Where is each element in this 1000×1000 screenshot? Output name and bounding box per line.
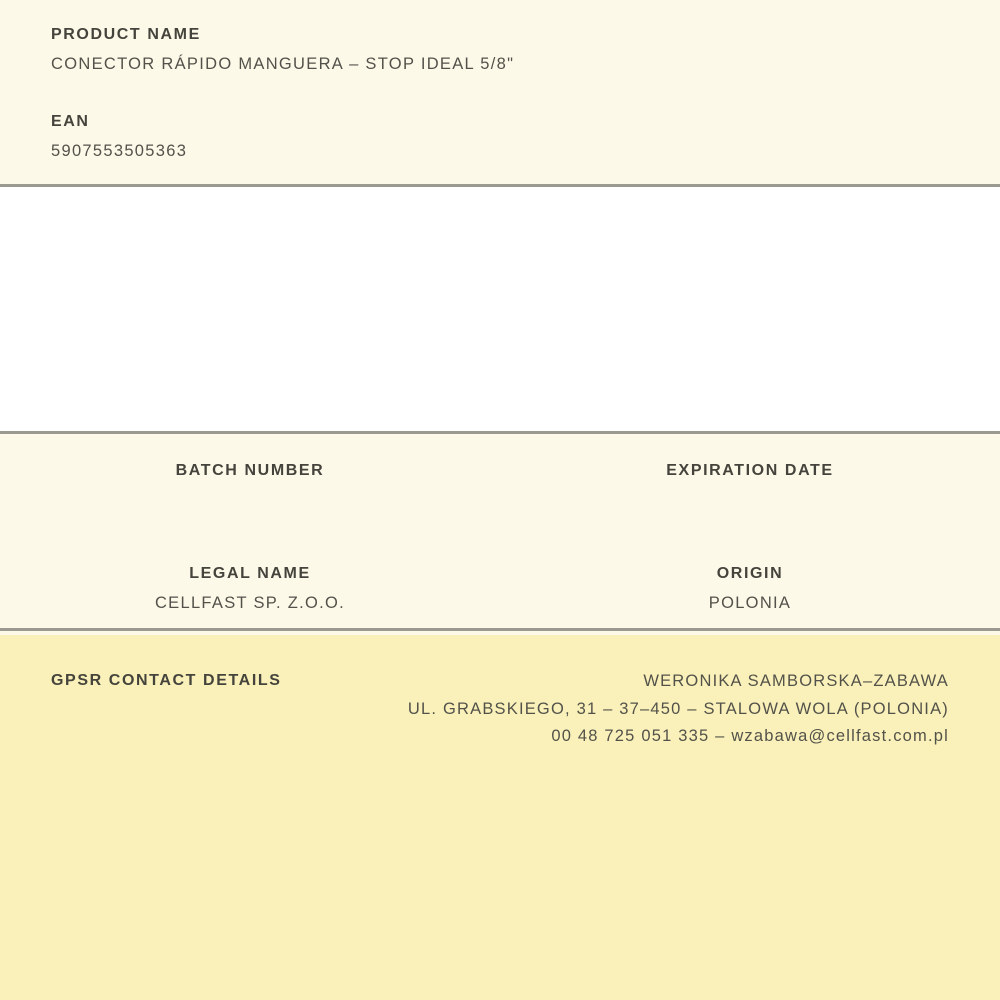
legal-name-value: CELLFAST SP. Z.O.O. bbox=[154, 594, 346, 613]
ean-value: 5907553505363 bbox=[51, 142, 188, 160]
gpsr-contact-section bbox=[0, 635, 1000, 1000]
product-name-value: CONECTOR RÁPIDO MANGUERA – STOP IDEAL 5/8" bbox=[51, 55, 515, 73]
details-section bbox=[0, 434, 1000, 628]
origin-field bbox=[500, 566, 1000, 612]
origin-label: ORIGIN bbox=[716, 565, 784, 583]
expiration-date-field bbox=[500, 463, 1000, 492]
product-name-label: PRODUCT NAME bbox=[51, 26, 201, 43]
expiration-date-label: EXPIRATION DATE bbox=[666, 462, 834, 480]
legal-name-field bbox=[0, 566, 500, 612]
product-image-area bbox=[0, 187, 1000, 431]
origin-value: POLONIA bbox=[708, 594, 792, 613]
ean-label: EAN bbox=[51, 113, 90, 130]
batch-number-field bbox=[0, 463, 500, 492]
gpsr-contact-name: WERONIKA SAMBORSKA–ZABAWA bbox=[643, 672, 949, 691]
gpsr-contact-block bbox=[408, 673, 949, 756]
legal-name-label: LEGAL NAME bbox=[189, 565, 311, 583]
gpsr-contact-address: UL. GRABSKIEGO, 31 – 37–450 – STALOWA WOLA (POLONIA) bbox=[407, 699, 949, 718]
gpsr-contact-title: GPSR CONTACT DETAILS bbox=[51, 672, 282, 690]
product-header-section bbox=[0, 0, 1000, 184]
batch-number-label: BATCH NUMBER bbox=[175, 462, 325, 480]
gpsr-contact-phone-email: 00 48 725 051 335 – wzabawa@cellfast.com.pl bbox=[551, 727, 949, 746]
